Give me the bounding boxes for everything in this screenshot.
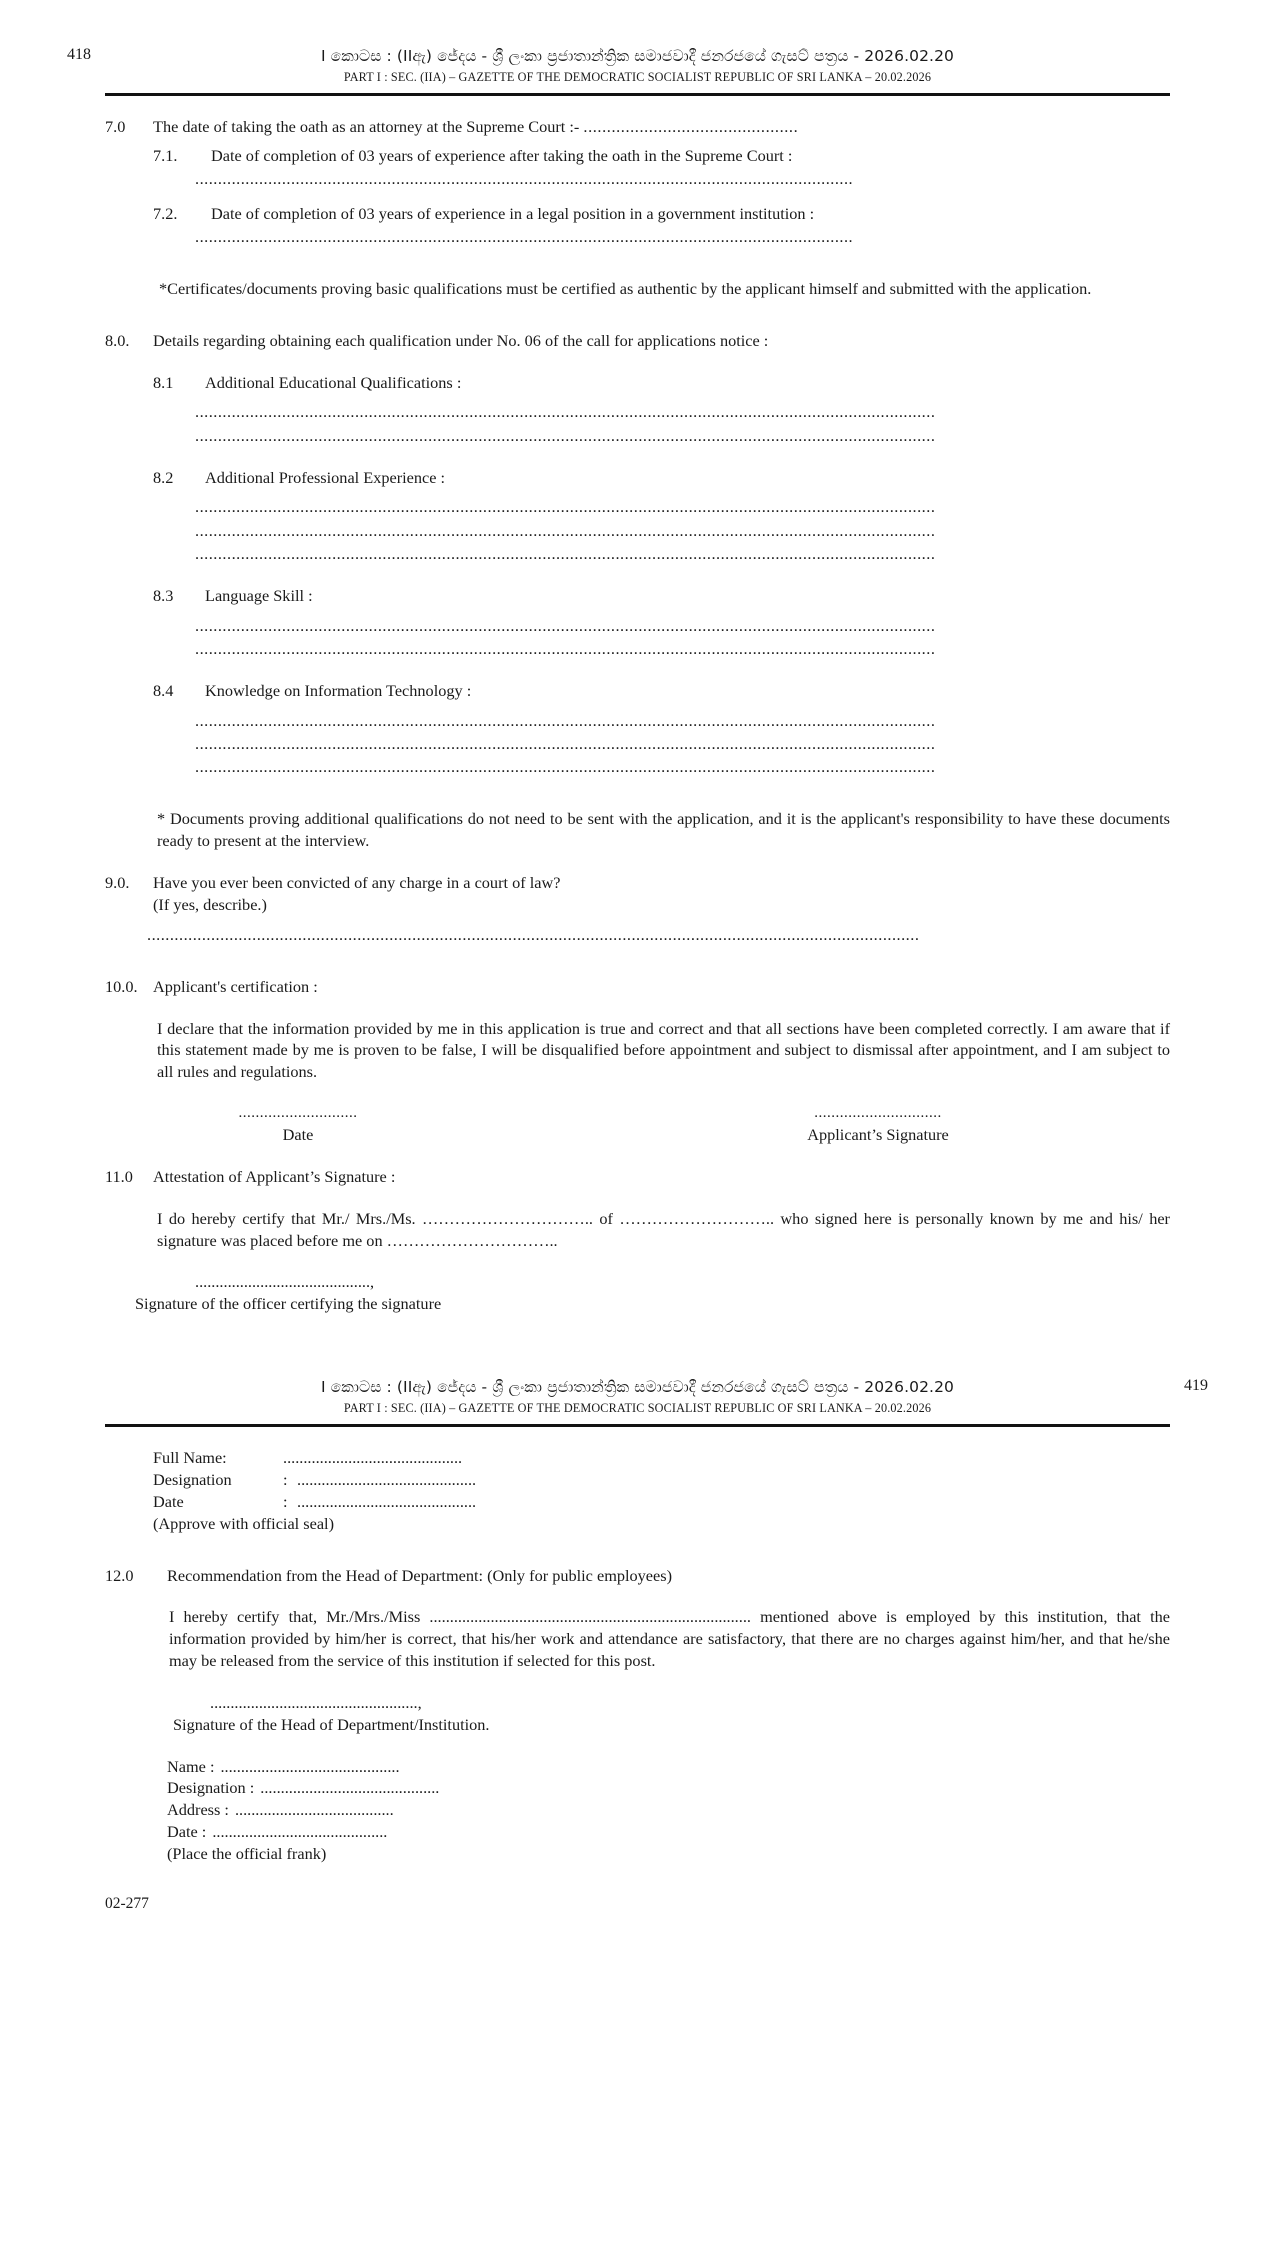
section-8-0-label: Details regarding obtaining each qualification under No. 06 of the call for applications notice : xyxy=(153,330,769,350)
section-8-4-dots-line-2[interactable]: .................................................................................................................................................................. xyxy=(195,733,936,753)
attestation-part1: I do hereby certify that Mr./ Mrs./Ms. xyxy=(157,1208,416,1228)
section-8-2-dots-line-2[interactable]: .................................................................................................................................................................. xyxy=(195,520,936,540)
section-8-1-dots-line-1[interactable]: .................................................................................................................................................................. xyxy=(195,402,936,422)
field-head-address xyxy=(167,1799,1170,1821)
section-10-0-number: 10.0. xyxy=(105,976,138,996)
recommendation-part2: mentioned above is employed by this institution, that the information provided by him/her is correct, that his/her work and attendance are satisfactory, that there are no charges against him/her, and that he/she may be released from the service of this institution if selected for this post. xyxy=(169,1607,1170,1671)
section-8-3-dots-line-1[interactable]: .................................................................................................................................................................. xyxy=(195,615,936,635)
applicant-signature-label: Applicant’s Signature xyxy=(807,1125,949,1145)
section-9-0-number: 9.0. xyxy=(105,872,130,892)
section-7-1-dots[interactable]: ................................................................................................................................................ xyxy=(195,168,854,188)
section-8-3-label: Language Skill : xyxy=(205,585,313,605)
field-head-address-label: Address : xyxy=(167,1800,229,1820)
section-7-2 xyxy=(153,203,1170,225)
header-sinhala-text: I කොටස : (IIඇ) ජේදය - ශ්‍රී ලංකා ප්‍රජාතාන්ත්‍රික සමාජවාදී ජනරජයේ ගැසට් පත්‍රය - 2026.02.20 xyxy=(320,47,955,65)
attestation-dots2[interactable]: ……………………….. xyxy=(619,1208,775,1228)
field-date xyxy=(153,1491,1170,1513)
field-full-name-dots[interactable]: ............................................ xyxy=(283,1448,463,1468)
section-7-0-dots[interactable]: .............................................. xyxy=(583,117,799,137)
field-head-name xyxy=(167,1756,1170,1778)
section-9-0 xyxy=(105,872,1170,916)
section-7-1 xyxy=(153,145,1170,167)
field-head-date-dots[interactable]: ........................................... xyxy=(212,1821,388,1841)
section-7-0-number: 7.0 xyxy=(105,117,126,137)
section-7-1-label: Date of completion of 03 years of experience after taking the oath in the Supreme Court : xyxy=(211,145,793,165)
section-11-0-label: Attestation of Applicant’s Signature : xyxy=(153,1166,396,1186)
page-header-419 xyxy=(105,1377,1208,1416)
section-8-0-number: 8.0. xyxy=(105,330,130,350)
header-sinhala-419 xyxy=(105,1377,1170,1398)
page-418-body xyxy=(105,96,1170,1315)
section-10-declaration: I declare that the information provided by me in this application is true and correct and that all sections have been completed correctly. I am aware that if this statement made by me is proven to be false, I will be disqualified before appointment and subject to dismissal after appointment, and I am subject to all rules and regulations. xyxy=(157,1018,1170,1082)
page-number-418: 418 xyxy=(67,46,91,63)
section-7-0 xyxy=(105,116,1170,138)
officer-signature-label: Signature of the officer certifying the signature xyxy=(135,1294,442,1314)
section-8-0 xyxy=(105,330,1170,352)
field-designation-dots[interactable]: ............................................ xyxy=(297,1470,477,1490)
section-8-1-label: Additional Educational Qualifications : xyxy=(205,372,462,392)
gazette-page-419 xyxy=(0,1377,1275,1913)
footer-document-code: 02-277 xyxy=(105,1894,149,1912)
section-8-1-number: 8.1 xyxy=(153,372,174,392)
section-7-2-dots[interactable]: ................................................................................................................................................ xyxy=(195,226,854,246)
recommendation-part1: I hereby certify that, Mr./Mrs./Miss xyxy=(169,1607,421,1627)
date-signature-field xyxy=(153,1103,443,1146)
section-9-0-dots[interactable]: ......................................................................................................................................................................... xyxy=(147,924,920,944)
field-head-name-dots[interactable]: ............................................ xyxy=(220,1756,400,1776)
section-8-1-dots-line-2[interactable]: .................................................................................................................................................................. xyxy=(195,425,936,445)
section-8-2-number: 8.2 xyxy=(153,467,174,487)
section-12-recommendation-body xyxy=(167,1606,1170,1671)
field-head-date-label: Date : xyxy=(167,1821,207,1841)
section-7-note: *Certificates/documents proving basic qualifications must be certified as authentic by the applicant himself and submitted with the application. xyxy=(159,278,1092,298)
field-designation-sep: : xyxy=(283,1470,288,1490)
section-8-note: * Documents proving additional qualifications do not need to be sent with the application, and it is the applicant's responsibility to have these documents ready to present at the interview. xyxy=(157,809,1170,851)
section-8-4-number: 8.4 xyxy=(153,681,174,701)
attesting-officer-fields xyxy=(153,1447,1170,1534)
field-full-name-label: Full Name: xyxy=(153,1448,227,1468)
header-english-418: PART I : SEC. (IIA) – GAZETTE OF THE DEMOCRATIC SOCIALIST REPUBLIC OF SRI LANKA – 20.02.2026 xyxy=(343,69,932,84)
officer-signature-dots[interactable]: ..........................................., xyxy=(195,1272,375,1292)
section-8-2-dots-line-1[interactable]: .................................................................................................................................................................. xyxy=(195,497,936,517)
section-10-0-label: Applicant's certification : xyxy=(153,976,318,996)
section-7-1-number: 7.1. xyxy=(153,145,178,165)
header-english-419: PART I : SEC. (IIA) – GAZETTE OF THE DEMOCRATIC SOCIALIST REPUBLIC OF SRI LANKA – 20.02.2026 xyxy=(343,1400,932,1415)
attestation-part2: of xyxy=(599,1208,613,1228)
field-full-name xyxy=(153,1447,1170,1469)
section-8-3-dots-line-2[interactable]: .................................................................................................................................................................. xyxy=(195,638,936,658)
section-11-attestation-body xyxy=(153,1208,1170,1252)
page-header-418 xyxy=(67,0,1170,85)
date-label: Date xyxy=(282,1125,314,1145)
field-date-label: Date xyxy=(153,1491,184,1511)
section-12-0-label: Recommendation from the Head of Department: (Only for public employees) xyxy=(167,1565,673,1585)
applicant-signature-field xyxy=(733,1103,1023,1146)
attestation-dots3[interactable]: ………………………….. xyxy=(386,1230,558,1250)
field-head-name-label: Name : xyxy=(167,1756,215,1776)
section-8-1 xyxy=(153,372,1170,394)
field-head-date xyxy=(167,1821,1170,1843)
section-10-0 xyxy=(105,976,1170,998)
section-8-2-label: Additional Professional Experience : xyxy=(205,467,446,487)
attestation-dots1[interactable]: ………………………….. xyxy=(422,1208,593,1228)
section-7-0-label: The date of taking the oath as an attorney at the Supreme Court :- xyxy=(153,117,580,137)
section-9-0-sublabel: (If yes, describe.) xyxy=(153,894,267,914)
section-7-2-number: 7.2. xyxy=(153,203,178,223)
field-date-dots[interactable]: ............................................ xyxy=(297,1491,477,1511)
section-8-4-label: Knowledge on Information Technology : xyxy=(205,681,472,701)
field-date-sep: : xyxy=(283,1491,288,1511)
head-signature-dots[interactable]: ..................................................., xyxy=(210,1692,422,1712)
applicant-signature-block xyxy=(153,1103,1170,1146)
field-head-designation-label: Designation : xyxy=(167,1778,255,1798)
section-12-0 xyxy=(105,1565,1170,1587)
applicant-signature-dots[interactable]: .............................. xyxy=(814,1105,942,1122)
field-designation xyxy=(153,1469,1170,1491)
recommendation-dots[interactable]: ............................................................................... xyxy=(429,1607,751,1627)
section-7-2-label: Date of completion of 03 years of experience in a legal position in a government institution : xyxy=(211,203,815,223)
section-9-0-label: Have you ever been convicted of any charge in a court of law? xyxy=(153,872,561,892)
section-12-0-number: 12.0 xyxy=(105,1565,134,1585)
date-dots[interactable]: ............................ xyxy=(238,1105,358,1122)
section-11-0 xyxy=(105,1166,1170,1188)
page-419-body xyxy=(105,1427,1170,1864)
section-8-2 xyxy=(153,467,1170,489)
official-seal-note: (Approve with official seal) xyxy=(153,1513,334,1533)
section-8-4-dots-line-1[interactable]: .................................................................................................................................................................. xyxy=(195,710,936,730)
page-number-419: 419 xyxy=(1184,1377,1208,1395)
section-8-3-number: 8.3 xyxy=(153,585,174,605)
head-signature-label: Signature of the Head of Department/Institution. xyxy=(173,1714,490,1734)
field-head-designation xyxy=(167,1777,1170,1799)
section-8-2-dots-line-3[interactable]: .................................................................................................................................................................. xyxy=(195,543,936,563)
section-7-0-text xyxy=(153,116,1170,138)
field-head-address-dots[interactable]: ....................................... xyxy=(234,1800,394,1820)
section-8-4-dots-line-3[interactable]: .................................................................................................................................................................. xyxy=(195,757,936,777)
field-head-designation-dots[interactable]: ............................................ xyxy=(260,1778,440,1798)
section-11-0-number: 11.0 xyxy=(105,1166,133,1186)
head-of-department-fields xyxy=(167,1756,1170,1865)
attestation-part3: who signed here is personally known by me and his/ her signature was placed before me on xyxy=(157,1208,1170,1250)
header-sinhala-text-2: I කොටස : (IIඇ) ජේදය - ශ්‍රී ලංකා ප්‍රජාතාන්ත්‍රික සමාජවාදී ජනරජයේ ගැසට් පත්‍රය - 2026.02.20 xyxy=(320,1378,955,1397)
section-8-3 xyxy=(153,585,1170,607)
official-frank-note: (Place the official frank) xyxy=(167,1843,327,1863)
field-designation-label: Designation xyxy=(153,1470,232,1490)
section-8-4 xyxy=(153,680,1170,702)
header-sinhala-418 xyxy=(105,46,1170,67)
